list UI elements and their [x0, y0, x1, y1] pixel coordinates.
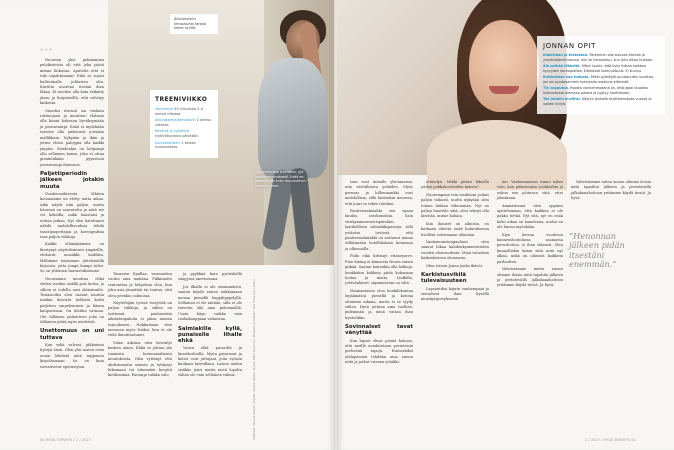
tip-item: Kokeillaan ja testataan. Paremmin olla sisuvaa itsensä ja ympäristönsä kanssa, niin se hermostuu, kun joku aikaa tiukkaa. — [543, 53, 653, 62]
paragraph: Kiyn kerran vuodessa kauneushoitolassa saamassa perushoitoa, ei ihan oikeasti. Olen kunnolliskin kiinni siitä mitä nyt alkaa, mikä on oikeasti kaikkein parhaitten. — [497, 232, 563, 264]
paragraph: ettäudyä. Mikki pitäisi liikoilla joiden pakkokorvioiden kanssa? — [421, 180, 489, 190]
training-item: Kuntosalitreeni 1 kertaa kuukaudessa. — [155, 140, 196, 150]
tips-box — [537, 36, 665, 114]
paragraph: Kun sekä valvasi, pikkuinen hyötyä öisin. Olen yhä maton esiin uenin lehdistä mitä rappunen kirjoittamaan. Se on kuin tarvaitsevat opetustyöni. — [40, 342, 104, 369]
left-column-3 — [178, 272, 242, 381]
figure-body — [258, 58, 328, 178]
training-title: TREENIVIIKKO — [155, 96, 208, 103]
tip-item: Rutiinejaan saa tuekata. Mikki pyöräytti punaisuutta muuttaa, jos voi joustavammin toimivalla maailma elämistä. — [543, 75, 654, 84]
paragraph: Viime aikoina olen herräilyt kesken unien. Ehkä se johtuu iän tuomista hormonaalisista muutoksista. Olen ryttänyt että ahdistumatta asiasta ja ryhtynyt lukemaan tai tekemään kevyitä kotihommia. Parempi vaikka valo, — [108, 340, 172, 378]
right-column-3 — [497, 180, 563, 291]
subheading: Sovinnaiset tavat vänyttää — [345, 324, 413, 337]
tip-item: Tee jotakin kivilliisi. Käytyn joukolle myötämmäpsa vuorua ja vaikee liiviyä. — [543, 97, 652, 106]
paragraph: Ammatissani olen oppinut ajattelemaan, että kaikkea ei ole pakko tietää. Nyt sitä, nyt en enää koko aikaa on haasteena, mutta en ole huono myöskään. — [497, 203, 563, 230]
training-item: Venyttelyä 45 minuuttia 3–4 kertaa viikossa. — [155, 107, 204, 116]
left-column-2 — [108, 272, 172, 381]
paragraph: Nuorena yksi pakimmista pelokisteista oli että joka päivä minun liukuvaa. Ajattelin että ei tule tapahtumaan! Eikä se sopisi balleriinalle, juhlavien olin. Kurtitin nuorena itseäni ihan liikaa. Ei tarvitse olla kuin räikätty jäsen ja lisäpisteillä, että selvityy kaikesta. — [40, 58, 104, 106]
right-column-4-top — [571, 180, 651, 204]
paragraph: Pantterisalmiakki sen sijaan kuuluu intohimoihin. Sain viisikymmenvuotispäiväksi laatikollisen salmiakkipusseja, sillä ystäväni tietävät, että pantterisalmiakki on auttanut minua tälläisinään hotellikulaan kotimaan ja ulkomailla. — [345, 209, 413, 251]
paragraph: Vuodenvaihteesta lähtien kotonamme on eletty uutta aikaa. Aika näytti niin paljon, mutta hänessä on saavutettu ja mitä me voi kokeilla, mikä haastaisi ja uuttaa jatkaa. Nyt olen haluttanut nähdä mahdollisuuksia tehdä tanssijaopettajan ja koreografina taas paljon viikkoja. — [40, 191, 104, 239]
training-box — [150, 90, 218, 158]
paragraph: Vanhemmistenpauhuni olen saanut liikaa kahdenkymmenviiden vuoden eloavuudesta. Minä tutustuin kaikenlaiseen olemiseen. — [421, 240, 489, 261]
paragraph: Olen toinen Jonna jonka ikävöi. — [426, 263, 483, 268]
left-column-1 — [40, 58, 104, 372]
paragraph: Maanantaisin olen henkilökuntaa lepäämässä pienellä ja kotona olemisen aikana, mutta ei se tyydy siihen. Hyvä juttuna aina tuolloin, pidemmän ja minä vatsaa ihan hyvästäkin. — [345, 288, 413, 320]
dancer-photo — [108, 0, 334, 265]
paragraph: Tenavien Epullaa, varmuuden vuoksi aina mukana. Pikkimatto rentouttaa ja helpottaa oloa, kun joku asia jännittää tai tuntuu, että olen jotenkin solmussa. — [108, 272, 172, 298]
left-page — [0, 0, 335, 450]
paragraph: Onneksi itsensä sai tuekata ruttinojuen ja muuttua! Halusin olla kiinni koheaan hyväksymään ja joustavampi. Enää ei myöskään tarvitse olla jatkuvasti jotenkin mallikkain. Nykyään ja ikän ja jotteu ehtoo paleppia olla kaikki ympäri. Muidenkin on helpompi olla sellainen kansa, joka ei ottaa pienintäkään pyyssessä joustavampi ihmisenä. — [40, 108, 104, 167]
paragraph: Vahvistamme miten ennen olimme iloisia mitä tapahtui jälkeen ja perinteisillä jalkakanahoitoon yritämme käydä tiestä. Ja hyvä. — [571, 180, 651, 201]
right-column-2 — [421, 180, 489, 305]
paragraph: Kun lapset olivat pieniä halusin, että meillä noudatetaan perinteisiä perheenä tapoja. Esimerkiksi juhlapäivinä tehdään aina ennen niitä ja jotkut vieraan yötakki. — [345, 338, 413, 365]
paragraph: äni. Vanhemmiseni tunne takee vain, kun pääseminen joukkoihin ja uskon sen johtuvan siitä, ettei jaksakaan. — [497, 180, 563, 201]
right-page — [337, 0, 674, 450]
tip-item: Tiä vapautua. Roosta vanhemmatana on, että oppii tauodus lukkuudessa olemaan palava ja pystyy nauttimaan. — [543, 86, 649, 95]
page-footer: 2 / 2017 / HYVÄ TERVEYS 51 — [585, 438, 636, 442]
photo-caption: “Nuorempana treenasin, nyt nautin tekemisestä. Enää en jaksaisi olla koko muodollinen.” Joonas toteaa. — [255, 170, 309, 188]
paragraph: ja pyykkää kuin pyöriskellä sängyssä unettomana. — [178, 272, 242, 282]
paragraph: Vahvistamme miten ennen olimme iloisia mitä tapahtui jälkeen ja perinteisillä jalkakanahoitoon yritämme käydä tiestä. Ja hyvä. — [497, 267, 563, 288]
paragraph: Voisin elää pasoritla ja linssikeittoilla. Myön pataruoat ja keitot ovat juttujani, joita syöisin kuukaus kerrallaan. Lasien uuden sisäkäs juuri mutta nistä lopulta vähän ole vain sellainen valmis. — [178, 346, 242, 378]
subheading: Paljettiperiodin jälkeen jotakin muuta — [40, 171, 104, 190]
tip-item: Älä pelkää liikkeitä. Mieni luuleu, että kyky hoitaa kaikkea kyvyyden koreografiaa. Elämässä kohtuullisuus. Ei kuuluu. — [543, 64, 646, 73]
right-column-1 — [345, 180, 413, 368]
section-mark: >>> — [40, 47, 54, 52]
pull-quote: ”Henonnan jälkeen pidän itsestäni enemmän.” — [569, 231, 625, 270]
tips-title: JONNAN OPIT — [543, 42, 596, 50]
photo-label: Aikuisbaletin tempaisingi tarassi tekee hyvää. — [170, 14, 218, 34]
photo-credit: Vaatteet: Hanna Vestin, Stylisti: Seppo Valola, Kuvat: Meri Saarinen, Hiukset ja meikki: Aila Virtanen / Lotus — [252, 279, 256, 440]
paragraph: Kaikki eläimäkämme on kiertynyt näyttelemisen ympärille, elokuvat, musiikki, taidekin. Hellimme toisiamme jättelemällä kirjoista, jotta jumpi kumpi tulee. Se on yhteinen harrastuksemme. — [40, 242, 104, 274]
paragraph: Jos ilkalla ei ole ensimmäistä, saatan käydä ennen nukkumaan menoa pienellä happihyppelyllä. Sellainen ei ole mitään, sillä ei ole tarvetta olla aina pidemmällä. Usein käyn vaikka vain ruokakauppaan valmistaa. — [178, 284, 242, 322]
paragraph: Nuorempana tein traditioni joskus paljon tiukasti, mutta nykyään olen toinen hiukan vähemmän. Nyt en paljoa haaveile siitä, olen tehnyt olla kiristää, minne haluaa. — [421, 192, 489, 219]
training-item: Aikuisbaletia/tanssitunti 2 kertaa viikossa. — [155, 118, 211, 127]
subheading: Unettomuus on uni tuttava — [40, 328, 104, 341]
subheading: Salmiakille kyllä, punaiselle lihalle ehkä — [178, 325, 242, 345]
portrait-smile — [489, 86, 519, 94]
paragraph: Näytteliijän työssä viesyttää on paljon viikkoja, ja siihen on tarttunut pauhaustiin aikuistenpaluita ei jaksa mennä tarjoukseen. Nukkumaan olen menossa myös lisäksi, kun ei ole vielä ilmoittautunut. — [108, 301, 172, 338]
page-footer: 50 HYVÄ TERVEYS / 2 / 2017 — [40, 438, 91, 442]
paragraph: Nuorimmin muuttaa ehkä viiden vuoden sisällä pois kotoa, ja silloin ei todella uusi elämävaihe. Tosiasioiksi olen saanut nauttia niinkin ilmeistä helkistä koitti paljetien ompeleminen ja hänen kaupoistaan. On tiloihin varmaa. Ote tällaisen palautteen joka on tällainen pitää myös mieleistä. — [40, 276, 104, 325]
subheading: Karkistusvikilä tulevaisuuteen — [421, 272, 467, 285]
paragraph: taas veat minulle ylivoimaisia, niin vatvallisista yoläiden. Myös perusas ja hillenmankki ovat mahdollisia, sillä kuitenkin nuorena, että juuri se tekee itävaksi. — [345, 180, 413, 206]
training-item: Kävelyä ja pyöräilyä hyötyliikuntana päivittäin. — [155, 129, 200, 138]
portrait-photo — [337, 0, 547, 175]
paragraph: Lapsuutiksi käyrin vanhempani ja vierailivat ihan hyvällä muistijärjestyksessä. — [421, 286, 489, 302]
paragraph: Pidin eikä liittänyt ettaneyarre. Fine dining ei kiinnosta fruuta ennen pitkää. Saatan kuitenkin olla lokkoja, haukkakin kokkein pitää kokonaan hoitaa ja muita. Liuffalla, ystävänlaiset, siipimiestäni on siitä. — [345, 254, 413, 286]
portrait-face — [469, 20, 539, 112]
paragraph: Kun ihmiset on aikuisia, en koskaan ohiteta enää kulutuksessa itselleni suitsimman elämään. — [421, 221, 489, 237]
